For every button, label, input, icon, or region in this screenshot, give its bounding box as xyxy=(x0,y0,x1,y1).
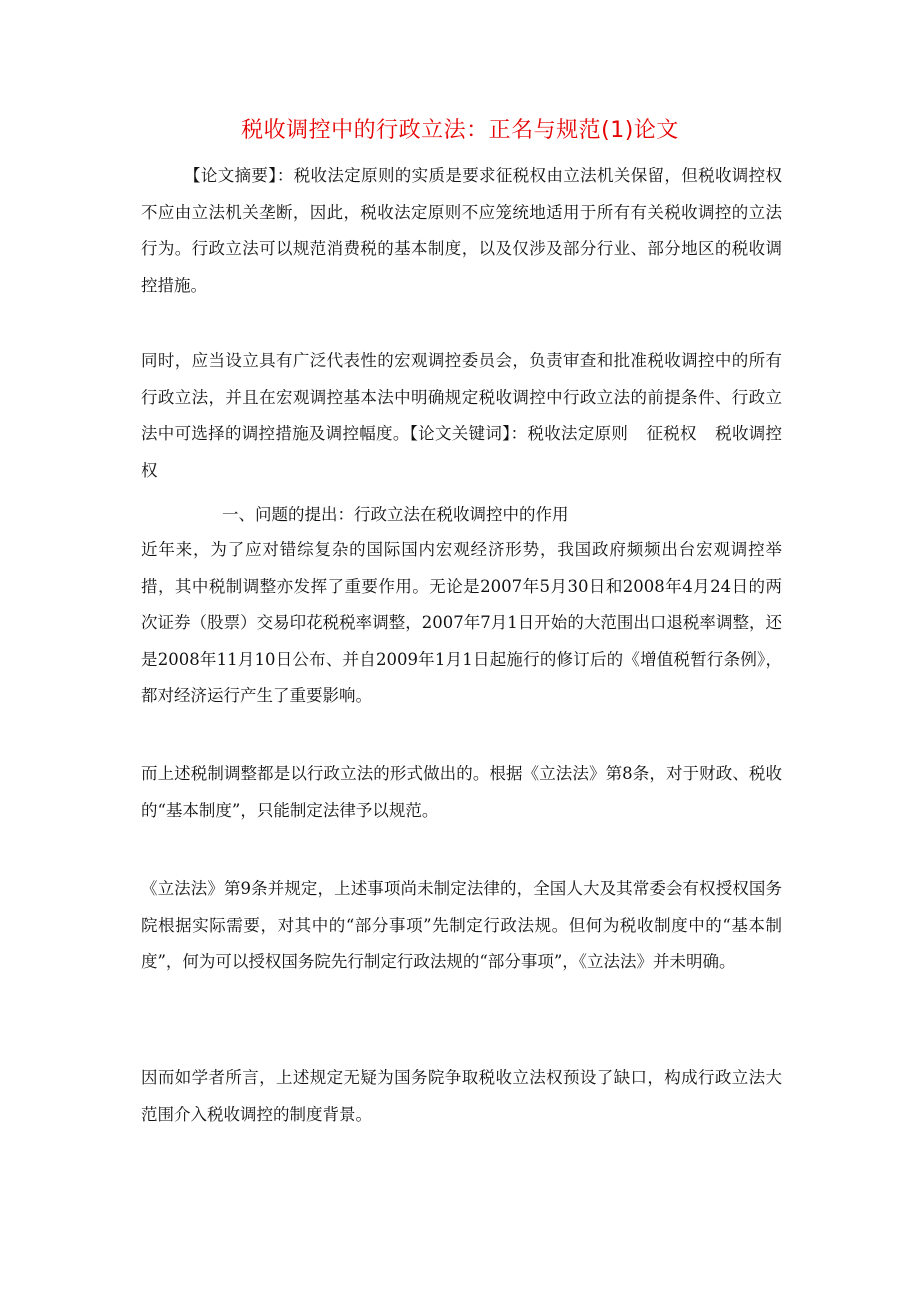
paragraph-3: 近年来，为了应对错综复杂的国际国内宏观经济形势，我国政府频频出台宏观调控举措，其中税制调整亦发挥了重要作用。无论是2007年5月30日和2008年4月24日的两次证券（股票）交易印花税税率调整，2007年7月1日开始的大范围出口退税率调整，还是2008年11月10日公布、并自2009年1月1日起施行的修订后的《增值税暂行条例》，都对经济运行产生了重要影响。 xyxy=(141,540,782,705)
paragraph-5: 《立法法》第9条并规定，上述事项尚未制定法律的，全国人大及其常委会有权授权国务院根据实际需要，对其中的“部分事项”先制定行政法规。但何为税收制度中的“基本制度”，何为可以授权国务院先行制定行政法规的“部分事项”，《立法法》并未明确。 xyxy=(141,879,782,971)
document-title: 税收调控中的行政立法：正名与规范(1)论文 xyxy=(241,118,679,143)
section-heading: 一、问题的提出：行政立法在税收调控中的作用 xyxy=(222,505,569,524)
abstract-paragraph: 【论文摘要】：税收法定原则的实质是要求征税权由立法机关保留，但税收调控权不应由立法机关垄断，因此，税收法定原则不应笼统地适用于所有有关税收调控的立法行为。行政立法可以规范消费税的基本制度，以及仅涉及部分行业、部分地区的税收调控措施。 xyxy=(141,166,782,295)
keyword-1: 征税权 xyxy=(646,424,697,443)
paragraph-4: 而上述税制调整都是以行政立法的形式做出的。根据《立法法》第8条，对于财政、税收的“基本制度”，只能制定法律予以规范。 xyxy=(141,764,782,820)
paragraph-2 xyxy=(141,343,782,489)
paragraph-2-text: 同时，应当设立具有广泛代表性的宏观调控委员会，负责审查和批准税收调控中的所有行政立法，并且在宏观调控基本法中明确规定税收调控中行政立法的前提条件、行政立法中可选择的调控措施及调控幅度。【论文关键词】：税收法定原则 xyxy=(141,351,782,443)
keyword-2: 税收调控权 xyxy=(141,424,783,480)
paragraph-6: 因而如学者所言，上述规定无疑为国务院争取税收立法权预设了缺口，构成行政立法大范围介入税收调控的制度背景。 xyxy=(141,1068,782,1124)
